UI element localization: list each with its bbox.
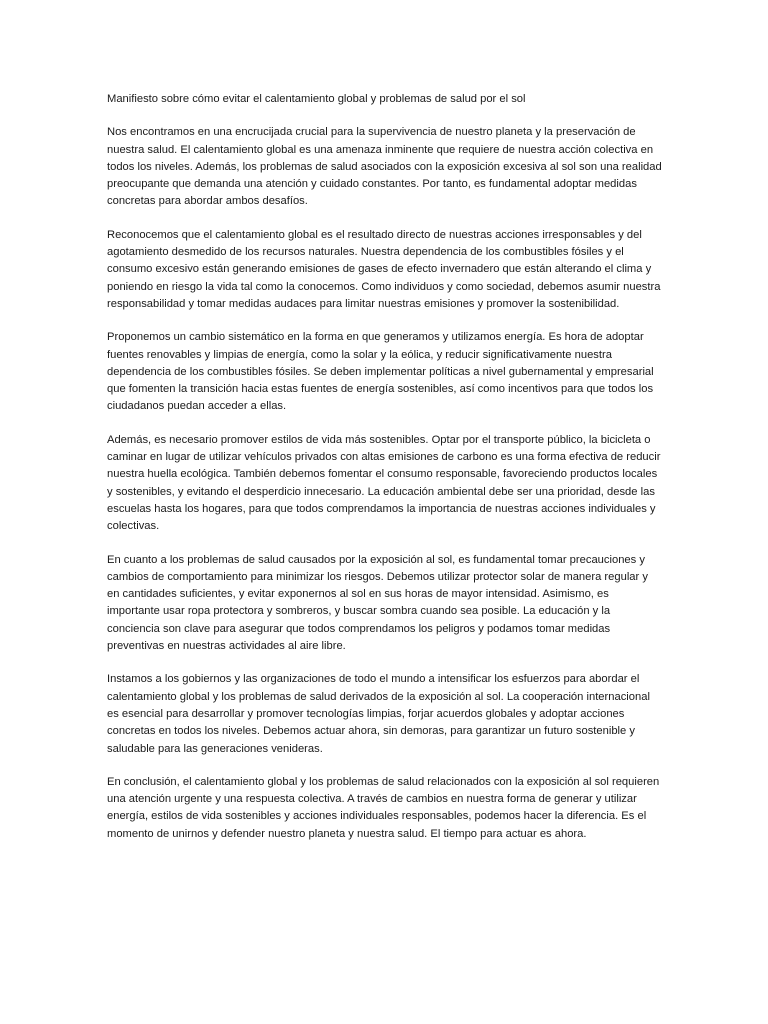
paragraph-7: En conclusión, el calentamiento global y los problemas de salud relacionados con la exposición al sol requieren una atención urgente y una respuesta colectiva. A través de cambios en nuestra forma de generar y utilizar energía, estilos de vida sostenibles y acciones individuales responsables, podemos hacer la diferencia. Es el momento de unirnos y defender nuestro planeta y nuestra salud. El tiempo para actuar es ahora. [107, 775, 660, 840]
paragraph-1: Nos encontramos en una encrucijada crucial para la supervivencia de nuestro planeta y la preservación de nuestra salud. El calentamiento global es una amenaza inminente que requiere de nuestra acción colectiva en todos los niveles. Además, los problemas de salud asociados con la exposición excesiva al sol son una realidad preocupante que demanda una atención y cuidado constantes. Por tanto, es fundamental adoptar medidas concretas para abordar ambos desafíos. [107, 126, 662, 208]
document-title: Manifiesto sobre cómo evitar el calentamiento global y problemas de salud por el sol [107, 93, 526, 105]
document-body [107, 91, 663, 859]
paragraph-2: Reconocemos que el calentamiento global es el resultado directo de nuestras acciones irresponsables y del agotamiento desmedido de los recursos naturales. Nuestra dependencia de los combustibles fósiles y el consumo excesivo están generando emisiones de gases de efecto invernadero que están alterando el clima y poniendo en riesgo la vida tal como la conocemos. Como individuos y como sociedad, debemos asumir nuestra responsabilidad y tomar medidas audaces para limitar nuestras emisiones y promover la sostenibilidad. [107, 228, 661, 310]
paragraph-4: Además, es necesario promover estilos de vida más sostenibles. Optar por el transporte público, la bicicleta o caminar en lugar de utilizar vehículos privados con altas emisiones de carbono es una forma efectiva de reducir nuestra huella ecológica. También debemos fomentar el consumo responsable, favoreciendo productos locales y sostenibles, y evitando el desperdicio innecesario. La educación ambiental debe ser una prioridad, desde las escuelas hasta los hogares, para que todos comprendamos la importancia de nuestras acciones individuales y colectivas. [107, 433, 661, 533]
paragraph-3: Proponemos un cambio sistemático en la forma en que generamos y utilizamos energía. Es hora de adoptar fuentes renovables y limpias de energía, como la solar y la eólica, y reducir significativamente nuestra dependencia de los combustibles fósiles. Se deben implementar políticas a nivel gubernamental y empresarial que fomenten la transición hacia estas fuentes de energía sostenibles, así como incentivos para que todos los ciudadanos puedan acceder a ellas. [107, 331, 654, 413]
paragraph-6: Instamos a los gobiernos y las organizaciones de todo el mundo a intensificar los esfuerzos para abordar el calentamiento global y los problemas de salud derivados de la exposición al sol. La cooperación internacional es esencial para desarrollar y promover tecnologías limpias, forjar acuerdos globales y adoptar acciones concretas en todos los niveles. Debemos actuar ahora, sin demoras, para garantizar un futuro sostenible y saludable para las generaciones venideras. [107, 673, 650, 755]
paragraph-5: En cuanto a los problemas de salud causados por la exposición al sol, es fundamental tomar precauciones y cambios de comportamiento para minimizar los riesgos. Debemos utilizar protector solar de manera regular y en cantidades suficientes, y evitar exponernos al sol en sus horas de mayor intensidad. Asimismo, es importante usar ropa protectora y sombreros, y buscar sombra cuando sea posible. La educación y la conciencia son clave para asegurar que todos comprendamos los peligros y podamos tomar medidas preventivas en nuestras actividades al aire libre. [107, 553, 648, 653]
